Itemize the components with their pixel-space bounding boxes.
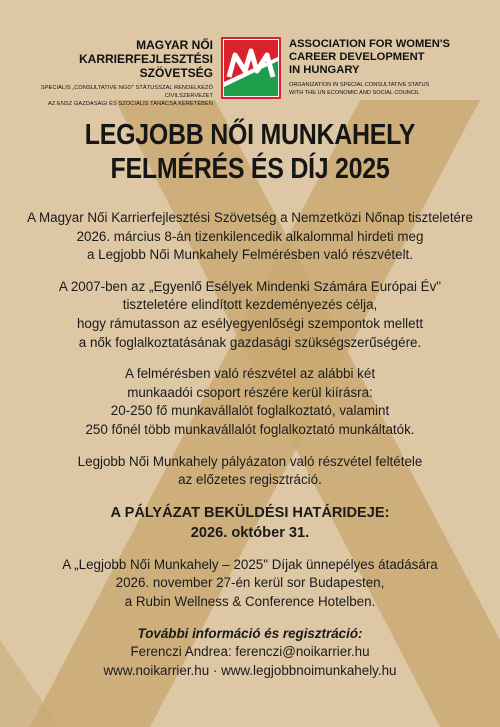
deadline-block: [10, 503, 490, 543]
title-line: FELMÉRÉS ÉS DÍJ 2025: [110, 153, 390, 185]
text-line: A 2007-ben az „Egyenlő Esélyek Mindenki Számára Európai Év": [58, 278, 442, 294]
text-line: munkaadói csoport részére kerül kiírásra:: [127, 384, 373, 400]
info-heading: További információ és regisztráció:: [137, 625, 363, 641]
org-name-en-line: ASSOCIATION FOR WOMEN'S: [289, 38, 450, 50]
org-status-hungarian: [6, 84, 213, 108]
org-name-english: [289, 38, 499, 97]
text-line: A „Legjobb Női Munkahely – 2025" Díjak ünnepélyes átadására: [62, 556, 438, 572]
text-line: az előzetes regisztráció.: [178, 472, 322, 488]
text-line: 2026. november 27-én kerül sor Budapesten,: [115, 575, 385, 591]
text-line: a nők foglalkoztatásának gazdasági szükségszerűségére.: [78, 334, 422, 350]
text-line: tiszteletére elindított kezdeményezés célja,: [122, 297, 378, 313]
text-line: A Magyar Női Karrierfejlesztési Szövetség a Nemzetközi Nőnap tiszteletére: [27, 210, 473, 225]
title-line: LEGJOBB NŐI MUNKAHELY: [84, 119, 416, 151]
org-status-hu-line: SPECIÁLIS „CONSULTATIVE NGO" STÁTUSSZAL RENDELKEZŐ CIVILSZERVEZET: [40, 85, 213, 99]
ceremony-paragraph: [10, 556, 490, 612]
header: [0, 0, 500, 110]
text-line: hogy rámutasson az esélyegyenlőségi szempontok mellett: [76, 315, 424, 331]
deadline-date: 2026. október 31.: [190, 524, 310, 541]
contact-block: [10, 625, 490, 681]
org-status-en-line: ORGANIZATION IN SPECIAL CONSULTATIVE STATUS: [289, 82, 430, 88]
registration-paragraph: [10, 453, 490, 490]
org-status-hu-line: AZ ENSZ GAZDASÁGI ÉS SZOCIÁLIS TANÁCSA KERETÉBEN: [48, 101, 213, 107]
text-line: a Rubin Wellness & Conference Hotelben.: [124, 593, 376, 609]
text-line: A felmérésben való részvétel az alábbi két: [124, 366, 376, 382]
text-line: 250 főnél több munkavállalót foglalkoztató munkáltatók.: [85, 421, 415, 437]
deadline-heading: A PÁLYÁZAT BEKÜLDÉSI HATÁRIDEJE:: [110, 504, 390, 521]
text-line: 20-250 fő munkavállalót foglalkoztató, valamint: [110, 403, 390, 419]
org-name-hu-line: MAGYAR NŐI: [136, 38, 213, 52]
org-name-en-line: CAREER DEVELOPMENT: [289, 51, 425, 63]
org-status-english: [289, 81, 499, 97]
eligibility-paragraph: [10, 365, 490, 439]
org-name-hu-line: KARRIERFEJLESZTÉSI: [78, 52, 213, 66]
org-name-hu-line: SZÖVETSÉG: [139, 66, 213, 80]
website-links[interactable]: www.noikarrier.hu · www.legjobbnoimunkahely.hu: [103, 662, 397, 678]
org-name-hungarian: [6, 38, 213, 108]
announcement-body: [10, 209, 490, 693]
purpose-paragraph: [10, 278, 490, 352]
text-line: 2026. március 8-án tizenkilencedik alkalommal hirdeti meg: [76, 228, 424, 244]
org-name-en-line: IN HUNGARY: [289, 64, 360, 76]
text-line: a Legjobb Női Munkahely Felmérésben való részvételt.: [86, 247, 413, 263]
text-line: Legjobb Női Munkahely pályázaton való részvétel feltétele: [77, 453, 423, 469]
page-title: [35, 118, 465, 186]
contact-email-line[interactable]: Ferenczi Andrea: ferenczi@noikarrier.hu: [130, 644, 370, 660]
org-status-en-line: WITH THE UN ECONOMIC AND SOCIAL COUNCIL: [289, 90, 420, 96]
intro-paragraph: [10, 209, 490, 265]
organization-logo: [221, 37, 281, 99]
